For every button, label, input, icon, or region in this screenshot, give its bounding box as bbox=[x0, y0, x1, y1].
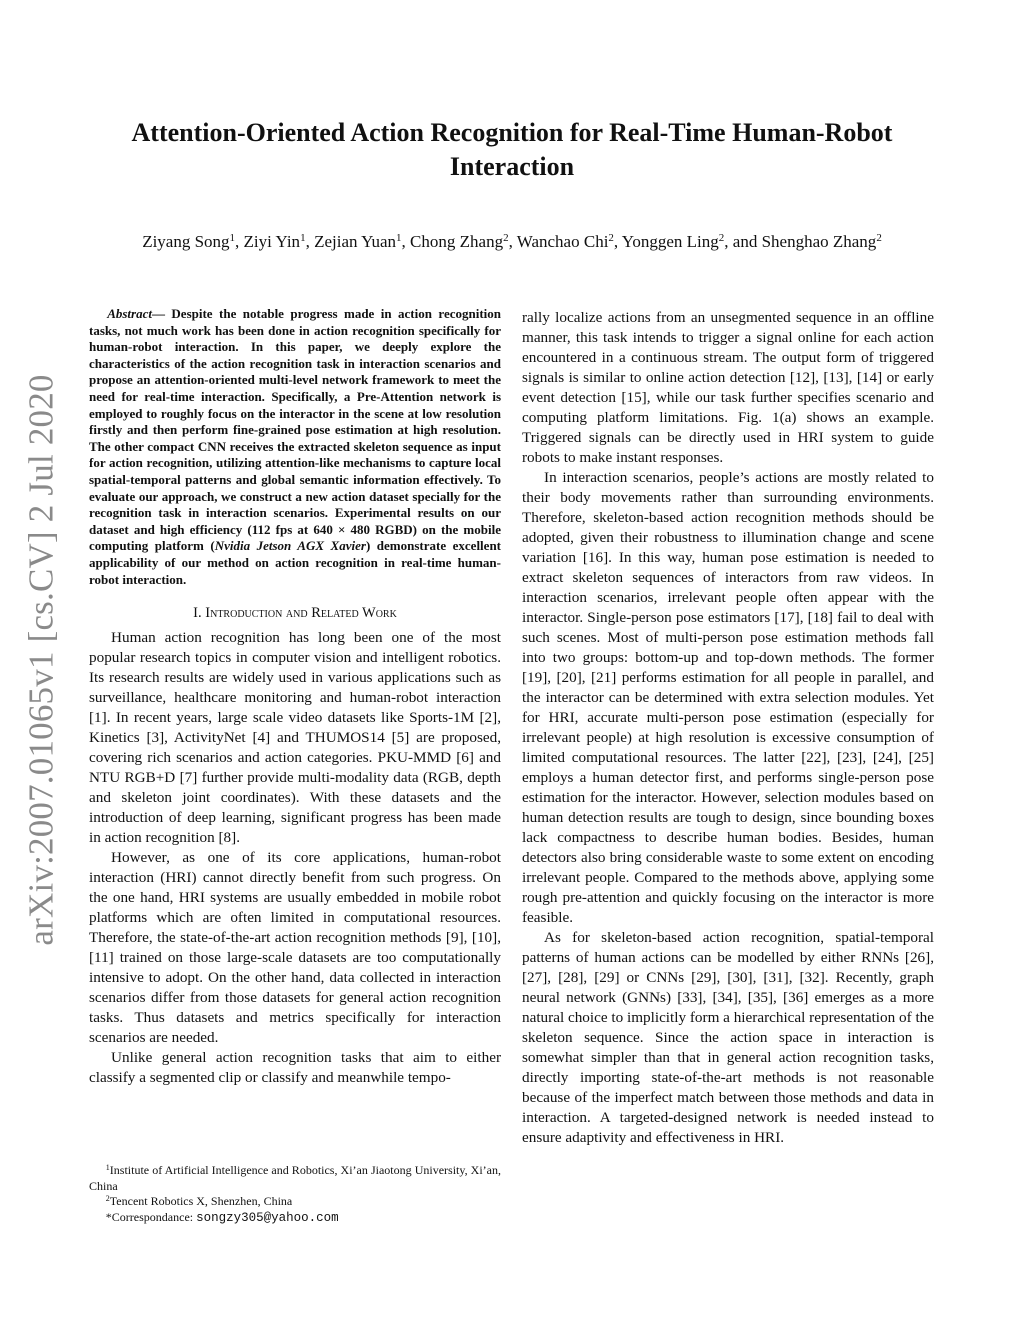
left-column bbox=[89, 306, 501, 1088]
author-list bbox=[80, 230, 944, 254]
author: Yonggen Ling$^2$, and bbox=[621, 232, 762, 251]
affiliation-mark: 1 bbox=[300, 232, 306, 244]
body-paragraph: However, as one of its core applications, human-robot interaction (HRI) cannot directly benefit from such progress. On the one hand, HRI systems are usually embedded in mobile robot platforms which are often limited in computational resources. Therefore, the state-of-the-art action recognition methods [9], [10], [11] trained on those large-scale datasets are too computationally intensive to adopt. On the other hand, data collected in interaction scenarios differ from those datasets for general action recognition tasks. Thus datasets and metrics specifically for interaction scenarios are needed. bbox=[89, 849, 501, 1047]
author: Zejian Yuan$^1$, bbox=[314, 232, 411, 251]
author: Shenghao Zhang$^2$ bbox=[761, 232, 882, 251]
body-paragraph: Human action recognition has long been one of the most popular research topics in computer vision and intelligent robotics. Its research results are widely used in various applications such as surveillance, healthcare monitoring and human-robot interaction [1]. In recent years, large scale video datasets like Sports-1M [2], Kinetics [3], ActivityNet [4] and THUMOS14 [5] are proposed, covering rich scenarios and action categories. PKU-MMD [6] and NTU RGB+D [7] further provide multi-modality data (RGB, depth and skeleton joint coordinates). With these datasets and the introduction of deep learning, significant progress has been made in action recognition [8]. bbox=[89, 629, 501, 847]
paper-title-line-2: Interaction bbox=[449, 152, 575, 181]
abstract-label: Abstract bbox=[107, 306, 152, 321]
author: Ziyi Yin$^1$, bbox=[243, 232, 315, 251]
affiliation-mark: 1 bbox=[229, 232, 236, 244]
correspondence-email: songzy305@yahoo.com bbox=[196, 1210, 339, 1225]
affiliation-mark: 1 bbox=[396, 232, 402, 244]
affiliation-mark: 2 bbox=[718, 232, 725, 244]
footnote-affiliation-1: $^1$Institute of Artificial Intelligence and Robotics, Xi’an Jiaotong University, Xi’an, China bbox=[89, 1163, 501, 1193]
affiliation-mark: 2 bbox=[876, 232, 882, 244]
section-heading: I. Introduction and Related Work bbox=[193, 605, 397, 622]
arxiv-identifier: arXiv:2007.01065v1 [cs.CV] 2 Jul 2020 bbox=[22, 373, 61, 946]
footnotes bbox=[89, 1163, 501, 1226]
footnote-affiliation-2: $^2$Tencent Robotics X, Shenzhen, China bbox=[105, 1194, 293, 1208]
paper-title bbox=[90, 116, 934, 184]
paper-title-line-1: Attention-Oriented Action Recognition for Real-Time Human-Robot bbox=[131, 118, 893, 147]
body-paragraph: In interaction scenarios, people’s actions are mostly related to their body movements rather than surrounding environments. Therefore, skeleton-based action recognition methods should be adopted, given their robustness to illumination change and scene variation [16]. In this way, human pose estimation is needed to extract skeleton sequences of interactors from raw videos. In interaction scenarios, irrelevant people often appear with the interactor. Single-person pose estimators [17], [18] fail to deal with such scenes. Most of multi-person pose estimation methods fall into two groups: bottom-up and top-down methods. The former [19], [20], [21] performs estimation for all people in parallel, and the interactor can be determined with extra selection modules. Yet for HRI, accurate multi-person pose estimation (especially for irrelevant people) at high resolution is excessive consumption of limited computational resources. The latter [22], [23], [24], [25] employs a human detector first, and performs single-person pose estimation for the interactor. However, selection modules based on human detection results are tough to design, since bounding boxes lack compactness to describe human bodies. Besides, human detectors also bring considerable waste to some extent on encoding irrelevant people. Compared to the methods above, applying some rough pre-attention and quickly focusing on the interactor is more feasible. bbox=[522, 469, 934, 926]
footnote-correspondence: *Correspondance: songzy305@yahoo.com bbox=[105, 1209, 339, 1225]
author: Chong Zhang$^2$, bbox=[410, 232, 517, 251]
body-paragraph: rally localize actions from an unsegmented sequence in an offline manner, this task intends to trigger a signal online for each action encountered in a continuous stream. The output form of triggered signals is similar to online action detection [12], [13], [14] or early event detection [15], while our task further specifies scenario and computing platform limitations. Fig. 1(a) shows an example. Triggered signals can be directly used in HRI system to guide robots to make instant responses. bbox=[522, 309, 934, 466]
body-paragraph: As for skeleton-based action recognition, spatial-temporal patterns of human actions can be modelled by either RNNs [26], [27], [28], [29] or CNNs [29], [30], [31], [32]. Recently, graph neural network (GNNs) [33], [34], [35], [36] emerges as a more natural choice to implicitly form a hierarchical representation of the skeleton sequence. Since the action space in interaction is somewhat simpler than that in general action recognition tasks, directly importing state-of-the-art methods is not reasonable because of the imperfect match between those methods and data in interaction. A targeted-designed network is needed instead to ensure adaptivity and effectiveness in HRI. bbox=[522, 929, 934, 1146]
right-column bbox=[522, 308, 934, 1148]
author: Ziyang Song$^1$, bbox=[142, 232, 244, 251]
affiliation-mark: 2 bbox=[608, 232, 614, 244]
abstract-text: Despite the notable progress made in action recognition tasks, not much work has been done in action recognition specifically for human-robot interaction. In this paper, we deeply explore the characteristics of the action recognition task in interaction scenarios and propose an attention-oriented multi-level network framework to meet the need for real-time interaction. Specifically, a Pre-Attention network is employed to roughly focus on the interactor in the scene at low resolution firstly and then perform fine-grained pose estimation at high resolution. The other compact CNN receives the extracted skeleton sequence as input for action recognition, utilizing attention-like mechanisms to capture local spatial-temporal patterns and global semantic information effectively. To evaluate our approach, we construct a new action dataset specially for the recognition task in interaction scenarios. Experimental results on our dataset and high efficiency (112 fps at 640 × 480 RGBD) on the mobile computing platform ( bbox=[89, 306, 502, 554]
platform-name: Nvidia Jetson AGX Xavier bbox=[214, 538, 366, 554]
body-paragraph: Unlike general action recognition tasks that aim to either classify a segmented clip or classify and meanwhile tempo- bbox=[89, 1049, 501, 1087]
affiliation-mark: 2 bbox=[503, 232, 509, 244]
arxiv-sidebar-stamp bbox=[22, 372, 62, 947]
abstract: Abstract— Despite the notable progress made in action recognition tasks, not much work has been done in action recognition specifically for human-robot interaction. In this paper, we deeply explore the characteristics of the action recognition task in interaction scenarios and propose an attention-oriented multi-level network framework to meet the need for real-time interaction. Specifically, a Pre-Attention network is employed to roughly focus on the interactor in the scene at low resolution firstly and then perform fine-grained pose estimation at high resolution. The other compact CNN receives the extracted skeleton sequence as input for action recognition, utilizing attention-like mechanisms to capture local spatial-temporal patterns and global semantic information effectively. To evaluate our approach, we construct a new action dataset specially for the recognition task in interaction scenarios. Experimental results on our dataset and high efficiency (112 fps at 640 × 480 RGBD) on the mobile computing platform (Nvidia Jetson AGX Xavier) demonstrate excellent applicability of our method on action recognition in real-time human-robot interaction. bbox=[89, 306, 502, 587]
author: Wanchao Chi$^2$, bbox=[516, 232, 622, 251]
